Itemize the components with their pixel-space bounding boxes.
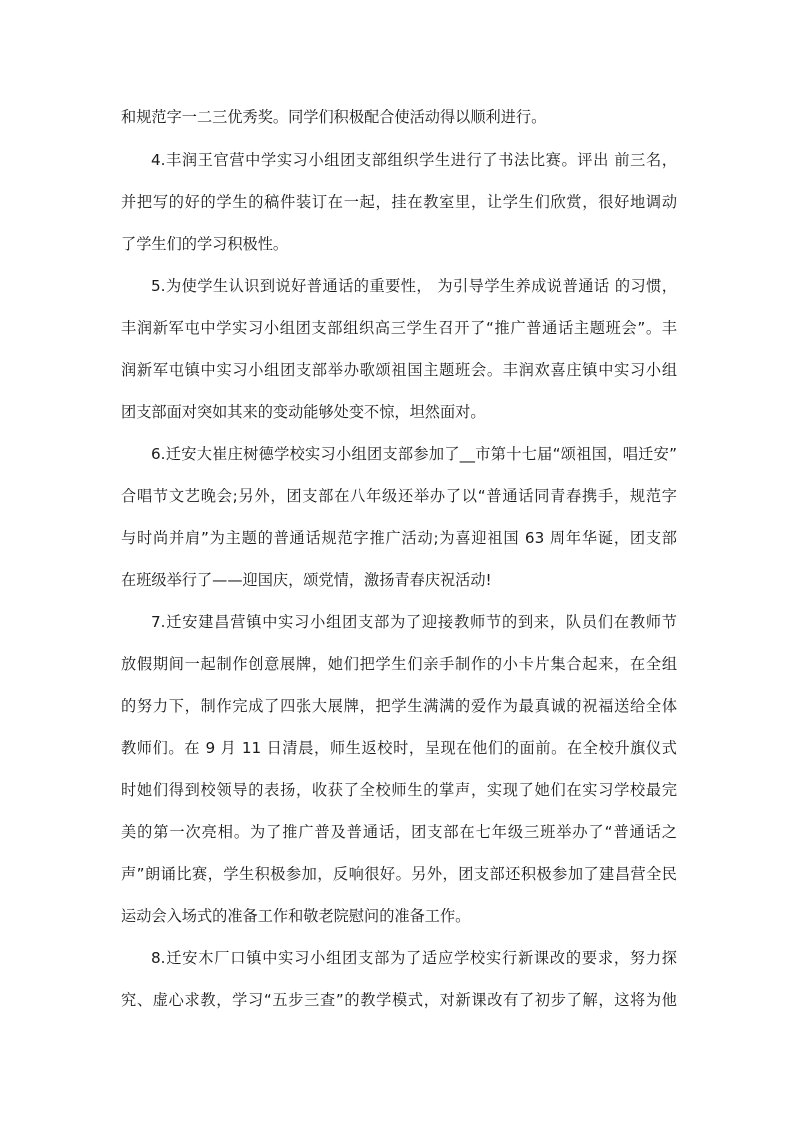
text-line: 合唱节文艺晚会;另外，团支部在八年级还举办了以“普通话同青春携手，规范字: [121, 487, 677, 505]
text-line: 和规范字一二三优秀奖。同学们积极配合使活动得以顺利进行。: [121, 108, 547, 126]
text-line: 运动会入场式的准备工作和敬老院慰问的准备工作。: [121, 907, 471, 925]
text-line: 究、虚心求教，学习“五步三查”的教学模式，对新课改有了初步了解，这将为他: [121, 991, 677, 1009]
paragraph-6-first-line: 6.迁安大崔庄树德学校实习小组团支部参加了__市第十七届“颂祖国，唱迁安”: [151, 445, 677, 463]
text-line: 丰润新军屯中学实习小组团支部组织高三学生召开了“推广普通话主题班会”。丰: [121, 319, 677, 337]
text-line: 润新军屯镇中实习小组团支部举办歌颂祖国主题班会。丰润欢喜庄镇中实习小组: [121, 361, 677, 379]
text-line: 放假期间一起制作创意展牌，她们把学生们亲手制作的小卡片集合起来，在全组: [121, 655, 677, 673]
text-line: 了学生们的学习积极性。: [121, 235, 289, 253]
text-line: 声”朗诵比赛，学生积极参加，反响很好。另外，团支部还积极参加了建昌营全民: [121, 865, 677, 883]
text-line: 并把写的好的学生的稿件装订在一起，挂在教室里，让学生们欣赏，很好地调动: [121, 193, 677, 211]
text-line: 教师们。在 9 月 11 日清晨，师生返校时，呈现在他们的面前。在全校升旗仪式: [121, 739, 677, 757]
text-line: 在班级举行了——迎国庆，颂党情，激扬青春庆祝活动!: [121, 571, 492, 589]
paragraph-8-first-line: 8.迁安木厂口镇中实习小组团支部为了适应学校实行新课改的要求，努力探: [151, 949, 677, 967]
paragraph-7-first-line: 7.迁安建昌营镇中实习小组团支部为了迎接教师节的到来，队员们在教师节: [151, 613, 677, 631]
text-line: 与时尚并肩”为主题的普通话规范字推广活动;为喜迎祖国 63 周年华诞，团支部: [121, 529, 677, 547]
text-line: 时她们得到校领导的表扬，收获了全校师生的掌声，实现了她们在实习学校最完: [121, 781, 677, 799]
text-line: 美的第一次亮相。为了推广普及普通话，团支部在七年级三班举办了“普通话之: [121, 823, 677, 841]
text-line: 的努力下，制作完成了四张大展牌，把学生满满的爱作为最真诚的祝福送给全体: [121, 697, 677, 715]
text-line: 团支部面对突如其来的变动能够处变不惊，坦然面对。: [121, 403, 486, 421]
paragraph-4-first-line: 4.丰润王官营中学实习小组团支部组织学生进行了书法比赛。评出 前三名，: [151, 151, 677, 169]
paragraph-5-first-line: 5.为使学生认识到说好普通话的重要性， 为引导学生养成说普通话 的习惯，: [151, 277, 677, 295]
